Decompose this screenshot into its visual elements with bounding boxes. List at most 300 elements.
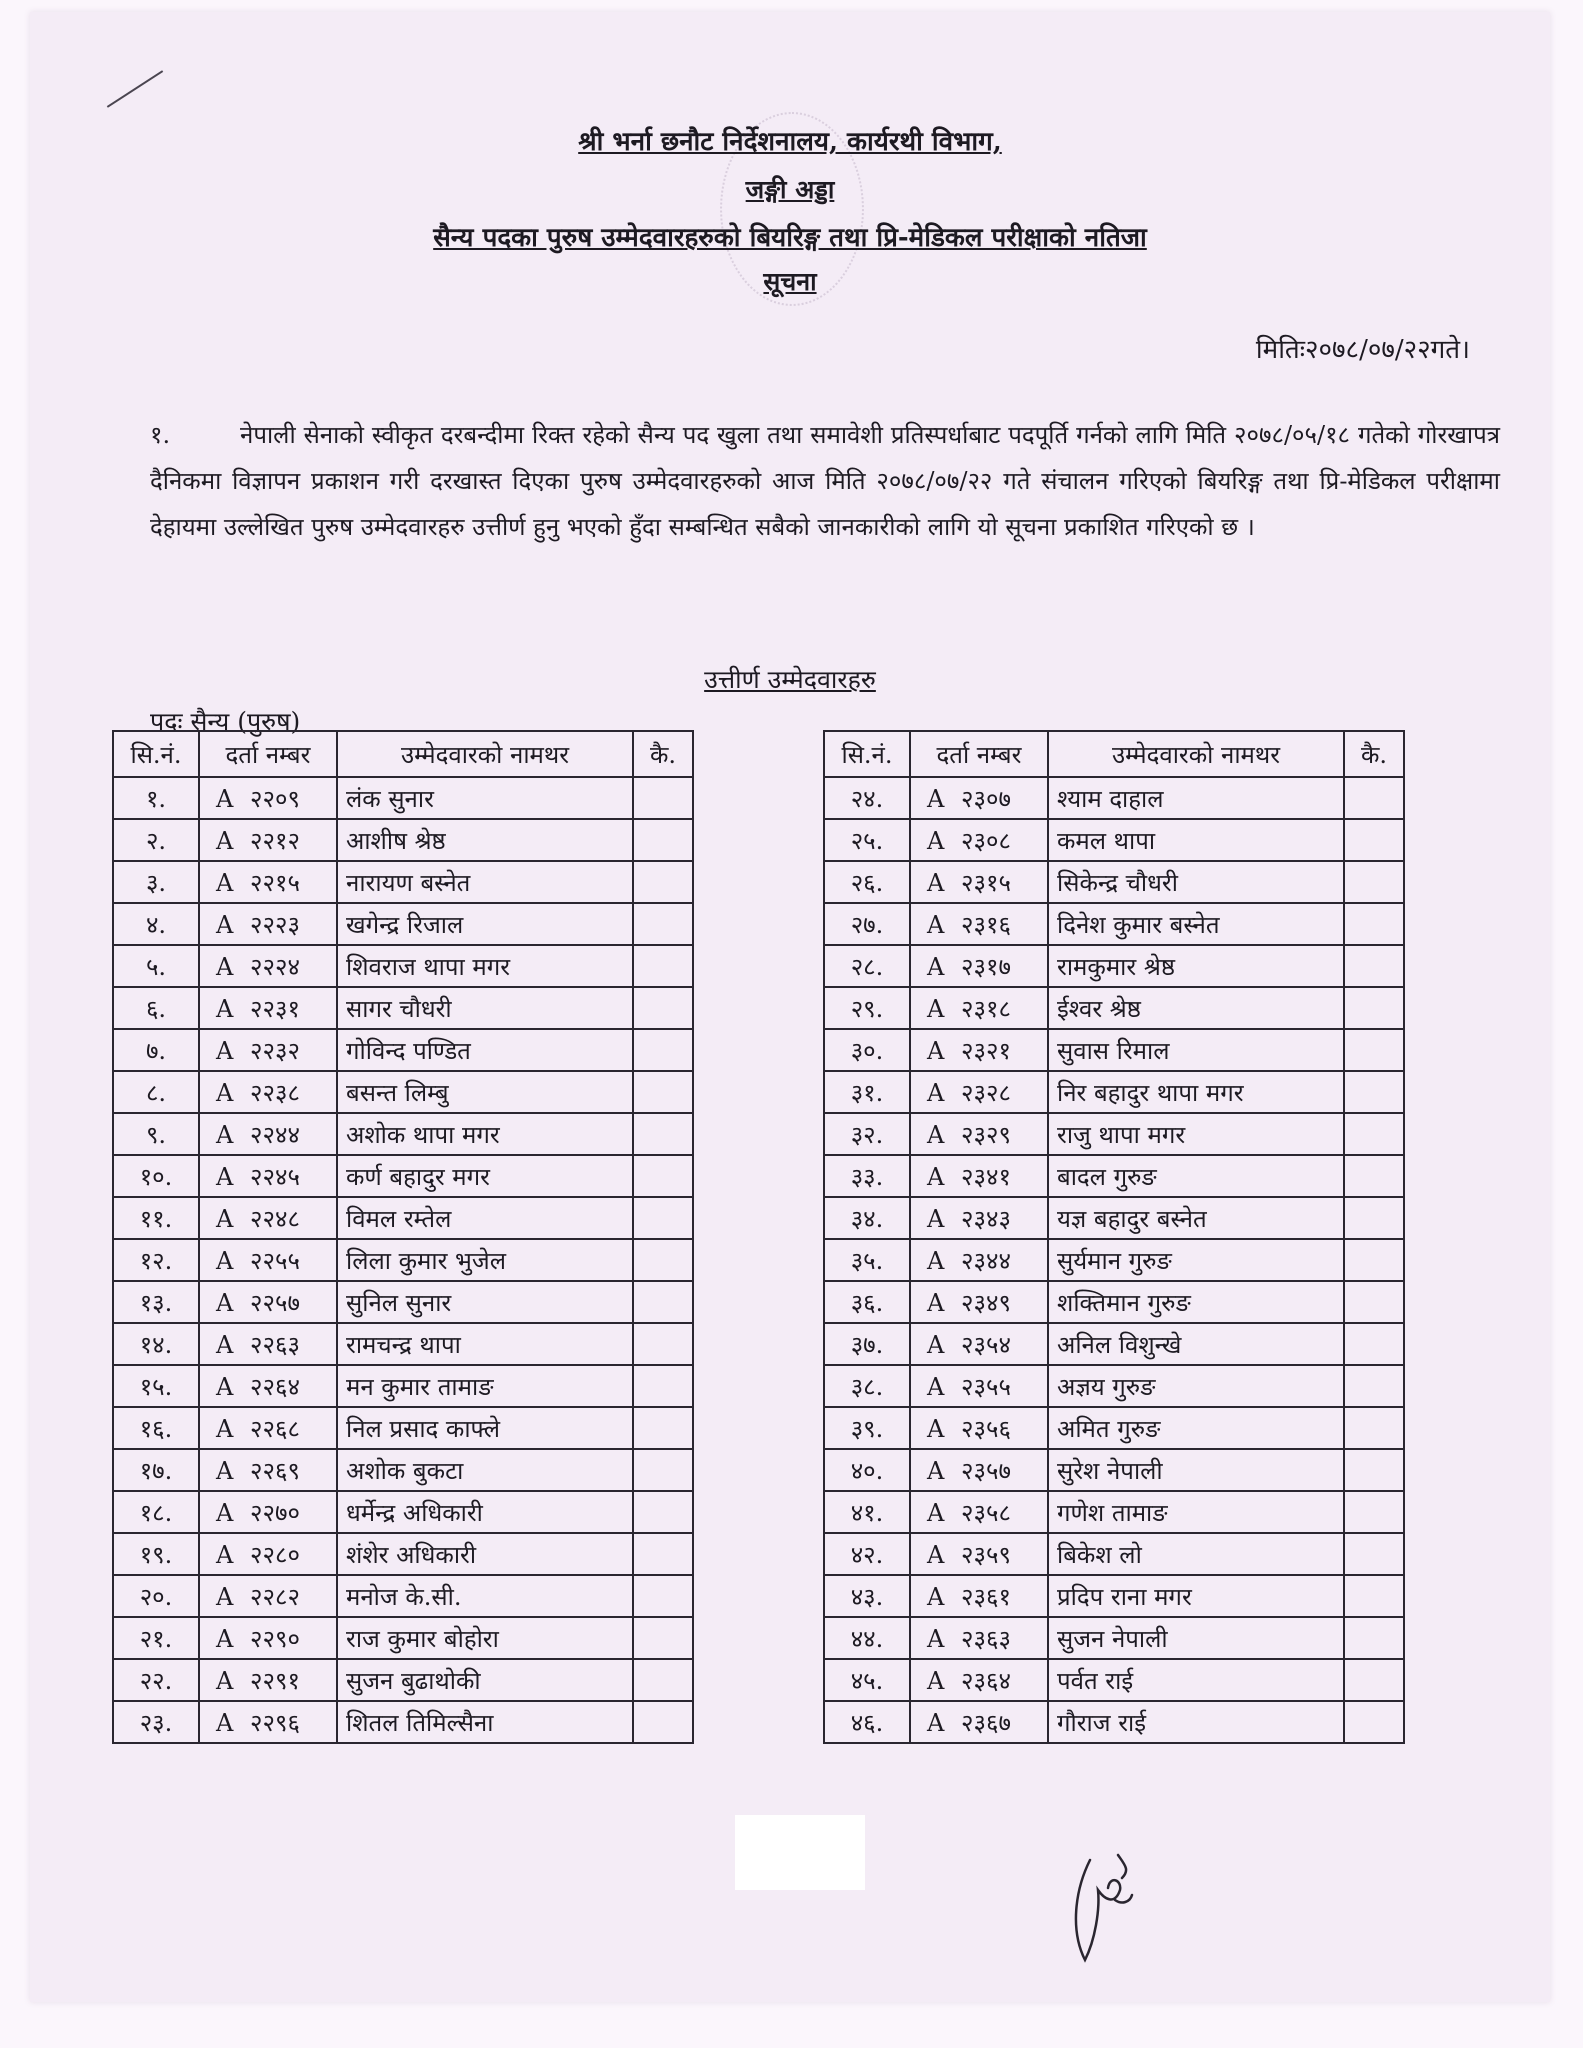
cell-remarks: [1344, 945, 1404, 987]
table-row: [824, 1365, 1404, 1407]
cell-serial-number: १८.: [113, 1491, 199, 1533]
registration-prefix: A: [216, 1582, 234, 1611]
table-row: [824, 819, 1404, 861]
table-row: [824, 1659, 1404, 1701]
table-row: [113, 945, 693, 987]
table-row: [824, 1701, 1404, 1743]
cell-serial-number: ३३.: [824, 1155, 910, 1197]
cell-registration-number: [199, 1113, 337, 1155]
cell-registration-number: [910, 1701, 1048, 1743]
cell-remarks: [1344, 1155, 1404, 1197]
column-header-reg: दर्ता नम्बर: [910, 731, 1048, 777]
cell-remarks: [633, 1533, 693, 1575]
notice-subject-heading: सैन्य पदका पुरुष उम्मेदवारहरुको बियरिङ्ग तथा प्रि-मेडिकल परीक्षाको नतिजा: [433, 223, 1147, 253]
table-row: [824, 1029, 1404, 1071]
cell-candidate-name: राजु थापा मगर: [1048, 1113, 1344, 1155]
table-row: [824, 1323, 1404, 1365]
cell-remarks: [633, 1575, 693, 1617]
registration-number: २२३२: [250, 1036, 300, 1065]
cell-remarks: [633, 945, 693, 987]
cell-remarks: [633, 1365, 693, 1407]
cell-candidate-name: शक्तिमान गुरुङ: [1048, 1281, 1344, 1323]
registration-number: २२८२: [250, 1582, 300, 1611]
cell-remarks: [1344, 1323, 1404, 1365]
cell-remarks: [1344, 903, 1404, 945]
cell-remarks: [633, 819, 693, 861]
post-label: पदः सैन्य (पुरुष): [150, 707, 301, 736]
column-header-name: उम्मेदवारको नामथर: [337, 731, 633, 777]
cell-serial-number: ११.: [113, 1197, 199, 1239]
cell-registration-number: [199, 777, 337, 819]
table-row: [824, 1071, 1404, 1113]
registration-number: २२५७: [250, 1288, 300, 1317]
cell-candidate-name: खगेन्द्र रिजाल: [337, 903, 633, 945]
cell-serial-number: ३७.: [824, 1323, 910, 1365]
table-row: [113, 861, 693, 903]
table-header-row: [824, 731, 1404, 777]
registration-number: २३६३: [961, 1624, 1011, 1653]
registration-number: २३४१: [961, 1162, 1011, 1191]
cell-registration-number: [910, 1617, 1048, 1659]
cell-remarks: [1344, 1029, 1404, 1071]
cell-registration-number: [910, 945, 1048, 987]
registration-number: २३०८: [961, 826, 1011, 855]
cell-registration-number: [910, 1281, 1048, 1323]
registration-prefix: A: [927, 910, 945, 939]
table-row: [824, 945, 1404, 987]
cell-serial-number: ३०.: [824, 1029, 910, 1071]
table-row: [113, 1029, 693, 1071]
table-row: [113, 1701, 693, 1743]
registration-prefix: A: [927, 1456, 945, 1485]
cell-registration-number: [199, 903, 337, 945]
cell-serial-number: २७.: [824, 903, 910, 945]
registration-number: २३१७: [961, 952, 1011, 981]
registration-prefix: A: [216, 784, 234, 813]
cell-serial-number: ३.: [113, 861, 199, 903]
cell-candidate-name: सुजन नेपाली: [1048, 1617, 1344, 1659]
registration-prefix: A: [216, 1708, 234, 1737]
registration-number: २२६३: [250, 1330, 300, 1359]
cell-serial-number: १७.: [113, 1449, 199, 1491]
table-row: [824, 1281, 1404, 1323]
registration-prefix: A: [216, 1330, 234, 1359]
cell-serial-number: २९.: [824, 987, 910, 1029]
cell-remarks: [1344, 1071, 1404, 1113]
registration-prefix: A: [216, 1624, 234, 1653]
cell-serial-number: २३.: [113, 1701, 199, 1743]
table-row: [824, 777, 1404, 819]
cell-candidate-name: सिकेन्द्र चौधरी: [1048, 861, 1344, 903]
candidates-table-right: [823, 730, 1405, 1744]
cell-remarks: [633, 987, 693, 1029]
registration-number: २३६१: [961, 1582, 1011, 1611]
registration-prefix: A: [216, 1372, 234, 1401]
cell-remarks: [1344, 777, 1404, 819]
registration-number: २३१५: [961, 868, 1011, 897]
cell-registration-number: [199, 1491, 337, 1533]
cell-candidate-name: निल प्रसाद काफ्ले: [337, 1407, 633, 1449]
cell-registration-number: [199, 861, 337, 903]
cell-serial-number: ४६.: [824, 1701, 910, 1743]
registration-prefix: A: [927, 1414, 945, 1443]
registration-prefix: A: [927, 1288, 945, 1317]
cell-serial-number: १६.: [113, 1407, 199, 1449]
registration-prefix: A: [927, 994, 945, 1023]
table-row: [113, 819, 693, 861]
registration-number: २३४९: [961, 1288, 1011, 1317]
cell-registration-number: [910, 1197, 1048, 1239]
registration-number: २२१५: [250, 868, 300, 897]
cell-serial-number: ३१.: [824, 1071, 910, 1113]
cell-candidate-name: गोविन्द पण्डित: [337, 1029, 633, 1071]
cell-serial-number: ४.: [113, 903, 199, 945]
cell-serial-number: ३४.: [824, 1197, 910, 1239]
column-header-sn: सि.नं.: [113, 731, 199, 777]
table-row: [113, 1113, 693, 1155]
registration-number: २३५४: [961, 1330, 1011, 1359]
cell-serial-number: ९.: [113, 1113, 199, 1155]
cell-remarks: [633, 1155, 693, 1197]
cell-serial-number: २.: [113, 819, 199, 861]
cell-remarks: [633, 1113, 693, 1155]
table-row: [113, 777, 693, 819]
paragraph-text: नेपाली सेनाको स्वीकृत दरबन्दीमा रिक्त रहेको सैन्य पद खुला तथा समावेशी प्रतिस्पर्धाबाट पदपूर्ति गर्नको लागि मिति २०७८/०५/१८ गतेको गोरखापत्र दैनिकमा विज्ञापन प्रकाशन गरी दरखास्त दिएका पुरुष उम्मेदवारहरुको आज मिति २०७८/०७/२२ गते संचालन गरिएको बियरिङ्ग तथा प्रि-मेडिकल परीक्षामा देहायमा उल्लेखित पुरुष उम्मेदवारहरु उत्तीर्ण हुनु भएको हुँदा सम्बन्धित सबैको जानकारीको लागि यो सूचना प्रकाशित गरिएको छ ।: [150, 421, 1500, 541]
table-row: [824, 1491, 1404, 1533]
registration-number: २२९१: [250, 1666, 300, 1695]
cell-remarks: [633, 1281, 693, 1323]
registration-prefix: A: [927, 1582, 945, 1611]
cell-registration-number: [910, 1407, 1048, 1449]
candidates-table-left: [112, 730, 694, 1744]
cell-candidate-name: रामकुमार श्रेष्ठ: [1048, 945, 1344, 987]
registration-number: २३५६: [961, 1414, 1011, 1443]
cell-serial-number: २८.: [824, 945, 910, 987]
cell-remarks: [633, 1239, 693, 1281]
cell-remarks: [633, 1449, 693, 1491]
registration-prefix: A: [927, 1372, 945, 1401]
column-header-sn: सि.नं.: [824, 731, 910, 777]
registration-number: २३२८: [961, 1078, 1011, 1107]
office-name-heading: श्री भर्ना छनौट निर्देशनालय, कार्यरथी विभाग,: [578, 127, 1002, 157]
registration-prefix: A: [927, 1330, 945, 1359]
pen-stroke-mark: [107, 70, 163, 108]
registration-prefix: A: [927, 1540, 945, 1569]
cell-candidate-name: पर्वत राई: [1048, 1659, 1344, 1701]
cell-remarks: [1344, 1533, 1404, 1575]
registration-number: २३२१: [961, 1036, 1011, 1065]
registration-number: २३१६: [961, 910, 1011, 939]
cell-registration-number: [199, 1197, 337, 1239]
registration-prefix: A: [216, 910, 234, 939]
cell-remarks: [1344, 987, 1404, 1029]
cell-registration-number: [199, 1533, 337, 1575]
cell-remarks: [1344, 1701, 1404, 1743]
registration-prefix: A: [927, 1708, 945, 1737]
cell-candidate-name: अशोक थापा मगर: [337, 1113, 633, 1155]
table-row: [824, 903, 1404, 945]
cell-registration-number: [199, 1281, 337, 1323]
registration-prefix: A: [927, 1498, 945, 1527]
registration-prefix: A: [216, 1540, 234, 1569]
table-row: [824, 1449, 1404, 1491]
cell-serial-number: ३२.: [824, 1113, 910, 1155]
cell-serial-number: १५.: [113, 1365, 199, 1407]
table-row: [113, 1155, 693, 1197]
cell-serial-number: ४५.: [824, 1659, 910, 1701]
cell-registration-number: [910, 903, 1048, 945]
cell-registration-number: [910, 1365, 1048, 1407]
cell-candidate-name: अशोक बुकटा: [337, 1449, 633, 1491]
registration-number: २२३८: [250, 1078, 300, 1107]
cell-candidate-name: सुनिल सुनार: [337, 1281, 633, 1323]
cell-registration-number: [199, 987, 337, 1029]
cell-serial-number: १४.: [113, 1323, 199, 1365]
cell-remarks: [633, 861, 693, 903]
cell-serial-number: २०.: [113, 1575, 199, 1617]
table-row: [824, 1197, 1404, 1239]
cell-remarks: [1344, 1575, 1404, 1617]
cell-candidate-name: गौराज राई: [1048, 1701, 1344, 1743]
cell-serial-number: २५.: [824, 819, 910, 861]
table-row: [824, 1155, 1404, 1197]
cell-remarks: [633, 1701, 693, 1743]
cell-registration-number: [910, 1491, 1048, 1533]
registration-prefix: A: [216, 1204, 234, 1233]
notice-title: सूचना: [763, 267, 817, 296]
cell-registration-number: [910, 1113, 1048, 1155]
registration-prefix: A: [216, 994, 234, 1023]
cell-remarks: [633, 1071, 693, 1113]
cell-serial-number: ३६.: [824, 1281, 910, 1323]
cell-candidate-name: अज्ञय गुरुङ: [1048, 1365, 1344, 1407]
notice-paragraph: [150, 412, 1500, 550]
table-row: [113, 1281, 693, 1323]
cell-registration-number: [910, 1071, 1048, 1113]
cell-serial-number: १२.: [113, 1239, 199, 1281]
cell-serial-number: ४१.: [824, 1491, 910, 1533]
cell-candidate-name: कमल थापा: [1048, 819, 1344, 861]
registration-prefix: A: [216, 868, 234, 897]
registration-prefix: A: [927, 1162, 945, 1191]
registration-number: २२६४: [250, 1372, 300, 1401]
cell-remarks: [633, 1029, 693, 1071]
cell-registration-number: [910, 1029, 1048, 1071]
cell-registration-number: [199, 1365, 337, 1407]
cell-remarks: [1344, 1281, 1404, 1323]
table-row: [113, 1617, 693, 1659]
cell-candidate-name: श्याम दाहाल: [1048, 777, 1344, 819]
cell-remarks: [1344, 819, 1404, 861]
cell-candidate-name: नारायण बस्नेत: [337, 861, 633, 903]
registration-prefix: A: [927, 1036, 945, 1065]
cell-serial-number: ५.: [113, 945, 199, 987]
cell-remarks: [633, 1659, 693, 1701]
cell-remarks: [1344, 1113, 1404, 1155]
registration-prefix: A: [927, 826, 945, 855]
cell-remarks: [1344, 1239, 1404, 1281]
cell-serial-number: ४२.: [824, 1533, 910, 1575]
cell-remarks: [1344, 1449, 1404, 1491]
registration-number: २३५८: [961, 1498, 1011, 1527]
cell-candidate-name: अनिल विशुन्खे: [1048, 1323, 1344, 1365]
blank-patch: [735, 1815, 865, 1890]
cell-registration-number: [199, 1407, 337, 1449]
registration-prefix: A: [216, 1666, 234, 1695]
cell-serial-number: ४४.: [824, 1617, 910, 1659]
cell-candidate-name: सुवास रिमाल: [1048, 1029, 1344, 1071]
cell-registration-number: [199, 945, 337, 987]
cell-candidate-name: शितल तिमिल्सैना: [337, 1701, 633, 1743]
table-row: [824, 987, 1404, 1029]
registration-number: २३४३: [961, 1204, 1011, 1233]
registration-number: २३४४: [961, 1246, 1011, 1275]
headquarters-heading: जङ्गी अड्डा: [745, 175, 835, 204]
table-row: [113, 1407, 693, 1449]
cell-registration-number: [910, 777, 1048, 819]
cell-candidate-name: ईश्वर श्रेष्ठ: [1048, 987, 1344, 1029]
registration-prefix: A: [216, 1036, 234, 1065]
registration-prefix: A: [927, 952, 945, 981]
cell-remarks: [1344, 1491, 1404, 1533]
cell-serial-number: ४०.: [824, 1449, 910, 1491]
registration-number: २२४८: [250, 1204, 300, 1233]
column-header-reg: दर्ता नम्बर: [199, 731, 337, 777]
registration-number: २२१२: [250, 826, 300, 855]
registration-prefix: A: [216, 1288, 234, 1317]
table-row: [113, 1659, 693, 1701]
registration-number: २२२४: [250, 952, 300, 981]
cell-registration-number: [199, 1029, 337, 1071]
cell-registration-number: [199, 1071, 337, 1113]
registration-number: २२०९: [250, 784, 300, 813]
cell-registration-number: [910, 1323, 1048, 1365]
registration-number: २२५५: [250, 1246, 300, 1275]
signature: [1060, 1830, 1150, 1970]
registration-prefix: A: [927, 1666, 945, 1695]
table-row: [824, 1575, 1404, 1617]
cell-remarks: [633, 1197, 693, 1239]
cell-registration-number: [199, 1239, 337, 1281]
cell-serial-number: ३९.: [824, 1407, 910, 1449]
registration-prefix: A: [927, 1078, 945, 1107]
cell-candidate-name: मन कुमार तामाङ: [337, 1365, 633, 1407]
cell-candidate-name: बसन्त लिम्बु: [337, 1071, 633, 1113]
cell-candidate-name: सागर चौधरी: [337, 987, 633, 1029]
cell-candidate-name: लंक सुनार: [337, 777, 633, 819]
cell-candidate-name: मनोज के.सी.: [337, 1575, 633, 1617]
registration-prefix: A: [216, 1162, 234, 1191]
registration-number: २२६८: [250, 1414, 300, 1443]
registration-number: २३०७: [961, 784, 1011, 813]
registration-prefix: A: [927, 1120, 945, 1149]
cell-serial-number: ८.: [113, 1071, 199, 1113]
cell-remarks: [633, 1491, 693, 1533]
registration-prefix: A: [216, 1414, 234, 1443]
cell-remarks: [633, 1617, 693, 1659]
registration-prefix: A: [927, 784, 945, 813]
cell-candidate-name: गणेश तामाङ: [1048, 1491, 1344, 1533]
column-header-name: उम्मेदवारको नामथर: [1048, 731, 1344, 777]
registration-number: २३६७: [961, 1708, 1011, 1737]
registration-prefix: A: [216, 1456, 234, 1485]
cell-candidate-name: यज्ञ बहादुर बस्नेत: [1048, 1197, 1344, 1239]
cell-serial-number: १९.: [113, 1533, 199, 1575]
cell-candidate-name: सुरेश नेपाली: [1048, 1449, 1344, 1491]
right-table-body: [824, 777, 1404, 1743]
table-row: [824, 1407, 1404, 1449]
cell-registration-number: [910, 819, 1048, 861]
cell-remarks: [1344, 861, 1404, 903]
registration-prefix: A: [216, 1498, 234, 1527]
passed-candidates-title: उत्तीर्ण उम्मेदवारहरु: [704, 665, 876, 694]
cell-candidate-name: अमित गुरुङ: [1048, 1407, 1344, 1449]
registration-number: २३५५: [961, 1372, 1011, 1401]
cell-serial-number: १.: [113, 777, 199, 819]
cell-registration-number: [910, 1239, 1048, 1281]
registration-number: २३५७: [961, 1456, 1011, 1485]
registration-prefix: A: [927, 868, 945, 897]
table-row: [113, 1491, 693, 1533]
cell-remarks: [633, 777, 693, 819]
table-row: [113, 987, 693, 1029]
cell-registration-number: [199, 1155, 337, 1197]
registration-prefix: A: [216, 1246, 234, 1275]
registration-number: २२९०: [250, 1624, 300, 1653]
left-table-body: [113, 777, 693, 1743]
cell-remarks: [1344, 1407, 1404, 1449]
registration-number: २२४५: [250, 1162, 300, 1191]
registration-number: २२४४: [250, 1120, 300, 1149]
table-row: [824, 1113, 1404, 1155]
registration-number: २२८०: [250, 1540, 300, 1569]
cell-serial-number: ३८.: [824, 1365, 910, 1407]
column-header-remarks: कै.: [1344, 731, 1404, 777]
registration-number: २३२९: [961, 1120, 1011, 1149]
cell-remarks: [1344, 1659, 1404, 1701]
registration-prefix: A: [216, 1120, 234, 1149]
cell-registration-number: [199, 1575, 337, 1617]
table-row: [113, 1071, 693, 1113]
cell-remarks: [633, 1323, 693, 1365]
table-header-row: [113, 731, 693, 777]
cell-candidate-name: दिनेश कुमार बस्नेत: [1048, 903, 1344, 945]
cell-serial-number: ३५.: [824, 1239, 910, 1281]
table-row: [824, 1239, 1404, 1281]
cell-registration-number: [910, 1659, 1048, 1701]
registration-number: २३१८: [961, 994, 1011, 1023]
notice-date: मितिः२०७८/०७/२२गते।: [1255, 335, 1470, 365]
table-row: [824, 861, 1404, 903]
cell-candidate-name: विमल रम्तेल: [337, 1197, 633, 1239]
cell-serial-number: ७.: [113, 1029, 199, 1071]
cell-candidate-name: निर बहादुर थापा मगर: [1048, 1071, 1344, 1113]
table-row: [113, 1239, 693, 1281]
cell-candidate-name: राज कुमार बोहोरा: [337, 1617, 633, 1659]
registration-number: २३६४: [961, 1666, 1011, 1695]
cell-remarks: [1344, 1365, 1404, 1407]
registration-prefix: A: [927, 1246, 945, 1275]
cell-serial-number: २४.: [824, 777, 910, 819]
cell-registration-number: [910, 1575, 1048, 1617]
cell-registration-number: [910, 1533, 1048, 1575]
cell-serial-number: ४३.: [824, 1575, 910, 1617]
cell-candidate-name: रामचन्द्र थापा: [337, 1323, 633, 1365]
table-row: [113, 903, 693, 945]
table-row: [113, 1197, 693, 1239]
cell-candidate-name: लिला कुमार भुजेल: [337, 1239, 633, 1281]
cell-serial-number: १०.: [113, 1155, 199, 1197]
